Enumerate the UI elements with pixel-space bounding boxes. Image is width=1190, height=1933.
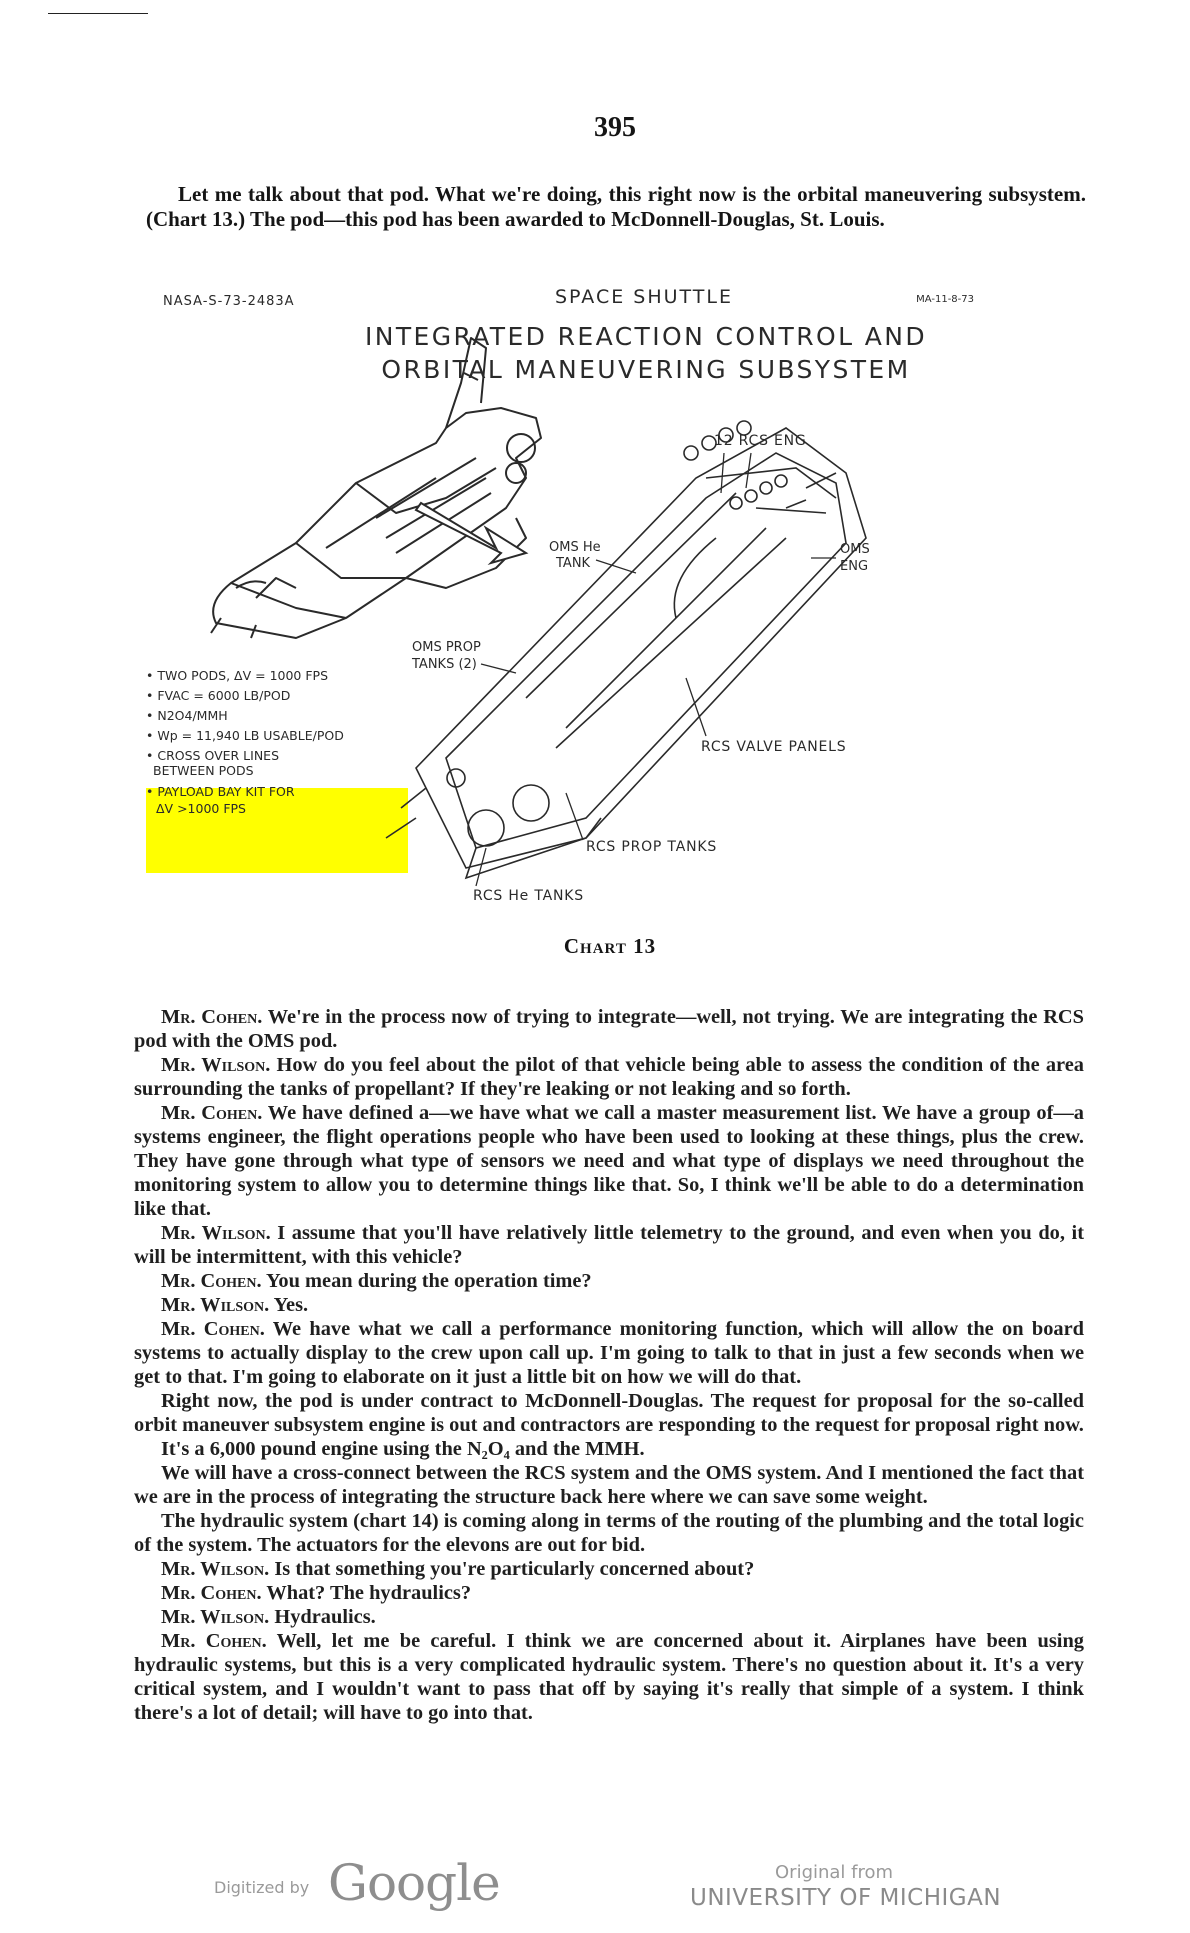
speech-text: Well, let me be careful. I think we are concerned about it. Airplanes have been using hydraulic systems, but this is a very complicated hydraulic system. There's no question about it. It's a very critical system, and I wouldn't want to pass that off by saying it's really that simple of a system. I think there's a lot of detail; will have to go into that. (134, 1630, 1084, 1724)
bullet-fvac: • FVAC = 6000 LB/POD (146, 688, 291, 703)
speech-text: Yes. (269, 1294, 309, 1316)
top-rule (48, 13, 148, 14)
transcript-paragraph (134, 1293, 1084, 1317)
figure-header: SPACE SHUTTLE (555, 286, 733, 308)
speech-text: It's a 6,000 pound engine using the N₂O₄ and the MMH. (161, 1438, 645, 1460)
speaker-name: Mr. Cohen. (161, 1582, 262, 1604)
speech-text: Hydraulics. (269, 1606, 376, 1628)
speaker-name: Mr. Wilson. (161, 1222, 271, 1244)
transcript-paragraph (134, 1269, 1084, 1293)
speech-text: Is that something you're particularly concerned about? (269, 1558, 755, 1580)
bullet-payload-kit-cont: ΔV >1000 FPS (156, 801, 246, 816)
speaker-name: Mr. Wilson. (161, 1558, 270, 1580)
bullet-propellant: • N2O4/MMH (146, 708, 228, 723)
bullet-payload-kit: • PAYLOAD BAY KIT FOR (146, 784, 295, 799)
figure-doc-id: NASA-S-73-2483A (163, 294, 295, 309)
speech-text: What? The hydraulics? (261, 1582, 472, 1604)
speech-text: We will have a cross-connect between the RCS system and the OMS system. And I mentioned the fact that we are in the process of integrating the structure back here where we can save some weight. (134, 1462, 1084, 1508)
google-watermark: Google (328, 1854, 500, 1912)
speech-text: We have defined a—we have what we call a master measurement list. We have a group of—a systems engineer, the flight operations people who have been used to looking at these things, plus the crew. They have gone through what type of sensors we need and what type of displays we need throughout the monitoring system to allow you to determine things like that. So, I think we'll be able to do a determination like that. (134, 1102, 1084, 1220)
label-oms-prop-line1: OMS PROP (412, 640, 481, 655)
bullet-usable-weight: • Wp = 11,940 LB USABLE/POD (146, 728, 344, 743)
label-oms-eng-line1: OMS (840, 542, 870, 557)
speech-text: How do you feel about the pilot of that vehicle being able to assess the condition of the area surrounding the tanks of propellant? If they're leaking or not leaking and so forth. (134, 1054, 1084, 1100)
label-rcs-eng: 12 RCS ENG (714, 433, 807, 449)
speaker-name: Mr. Cohen. (161, 1318, 265, 1340)
transcript-paragraph (134, 1509, 1084, 1557)
speaker-name: Mr. Wilson. (161, 1606, 270, 1628)
speech-text: The hydraulic system (chart 14) is coming along in terms of the routing of the plumbing and the total logic of the system. The actuators for the elevons are out for bid. (134, 1510, 1084, 1556)
caption-number: 13 (633, 934, 657, 958)
speaker-name: Mr. Wilson. (161, 1054, 271, 1076)
transcript-paragraph (134, 1317, 1084, 1389)
leader-oms-prop (481, 664, 516, 673)
transcript-paragraph (134, 1581, 1084, 1605)
figure-title-line1: INTEGRATED REACTION CONTROL AND (364, 322, 928, 351)
chart-caption (0, 934, 1190, 959)
pointer-arrow (416, 503, 526, 563)
transcript-paragraph (134, 1221, 1084, 1269)
speaker-name: Mr. Cohen. (161, 1270, 262, 1292)
bullet-cross-over-cont: BETWEEN PODS (153, 763, 254, 778)
transcript-paragraph (134, 1005, 1084, 1053)
bullet-two-pods: • TWO PODS, ΔV = 1000 FPS (146, 668, 329, 683)
digitized-by-label: Digitized by (214, 1878, 310, 1897)
label-oms-eng-line2: ENG (840, 559, 869, 574)
transcript-paragraph (134, 1557, 1084, 1581)
label-rcs-valve-panels: RCS VALVE PANELS (701, 739, 847, 755)
chart-13-figure (146, 278, 1086, 928)
label-oms-he-tank-line2: TANK (556, 556, 591, 571)
label-oms-prop-line2: TANKS (2) (412, 657, 477, 672)
transcript-paragraph (134, 1605, 1084, 1629)
speaker-name: Mr. Cohen. (161, 1102, 263, 1124)
transcript-paragraph (134, 1101, 1084, 1221)
label-oms-he-tank-line1: OMS He (549, 540, 601, 555)
hearing-transcript (134, 1005, 1084, 1725)
speaker-name: Mr. Cohen. (161, 1006, 263, 1028)
figure-title-line2: ORBITAL MANEUVERING SUBSYSTEM (381, 355, 911, 384)
transcript-paragraph (134, 1437, 1084, 1461)
caption-prefix: Chart (563, 934, 627, 958)
speaker-name: Mr. Cohen. (161, 1630, 267, 1652)
figure-date-code: MA-11-8-73 (916, 294, 974, 305)
university-label: UNIVERSITY OF MICHIGAN (690, 1885, 1002, 1911)
speech-text: We're in the process now of trying to integrate—well, not trying. We are integrating the RCS pod with the OMS pod. (134, 1006, 1084, 1052)
original-from-label: Original from (775, 1862, 894, 1883)
speech-text: We have what we call a performance monitoring function, which will allow the on board systems to actually display to the crew upon call up. I'm going to talk to that in just a few seconds when we get to that. I'm going to elaborate on it just a little bit on how we will do that. (134, 1318, 1084, 1388)
speaker-name: Mr. Wilson. (161, 1294, 270, 1316)
transcript-paragraph (134, 1461, 1084, 1509)
intro-paragraph (146, 182, 1086, 232)
intro-text: Let me talk about that pod. What we're doing, this right now is the orbital maneuvering subsystem. (Chart 13.) The pod—this pod has been awarded to McDonnell-Douglas, St. Louis. (146, 182, 1086, 231)
speech-text: I assume that you'll have relatively little telemetry to the ground, and even when you do, it will be intermittent, with this vehicle? (134, 1222, 1084, 1268)
speech-text: You mean during the operation time? (261, 1270, 592, 1292)
label-rcs-prop-tanks: RCS PROP TANKS (586, 839, 718, 855)
page-number: 395 (594, 112, 636, 143)
transcript-paragraph (134, 1389, 1084, 1437)
transcript-paragraph (134, 1053, 1084, 1101)
speech-text: Right now, the pod is under contract to McDonnell-Douglas. The request for proposal for the so-called orbit maneuver subsystem engine is out and contractors are responding to the request for proposal right now. (134, 1390, 1084, 1436)
leader-rcs-prop (566, 793, 583, 840)
leader-rcs-he (476, 848, 486, 886)
transcript-paragraph (134, 1629, 1084, 1725)
bullet-cross-over: • CROSS OVER LINES (146, 748, 280, 763)
label-rcs-he-tanks: RCS He TANKS (473, 888, 584, 904)
